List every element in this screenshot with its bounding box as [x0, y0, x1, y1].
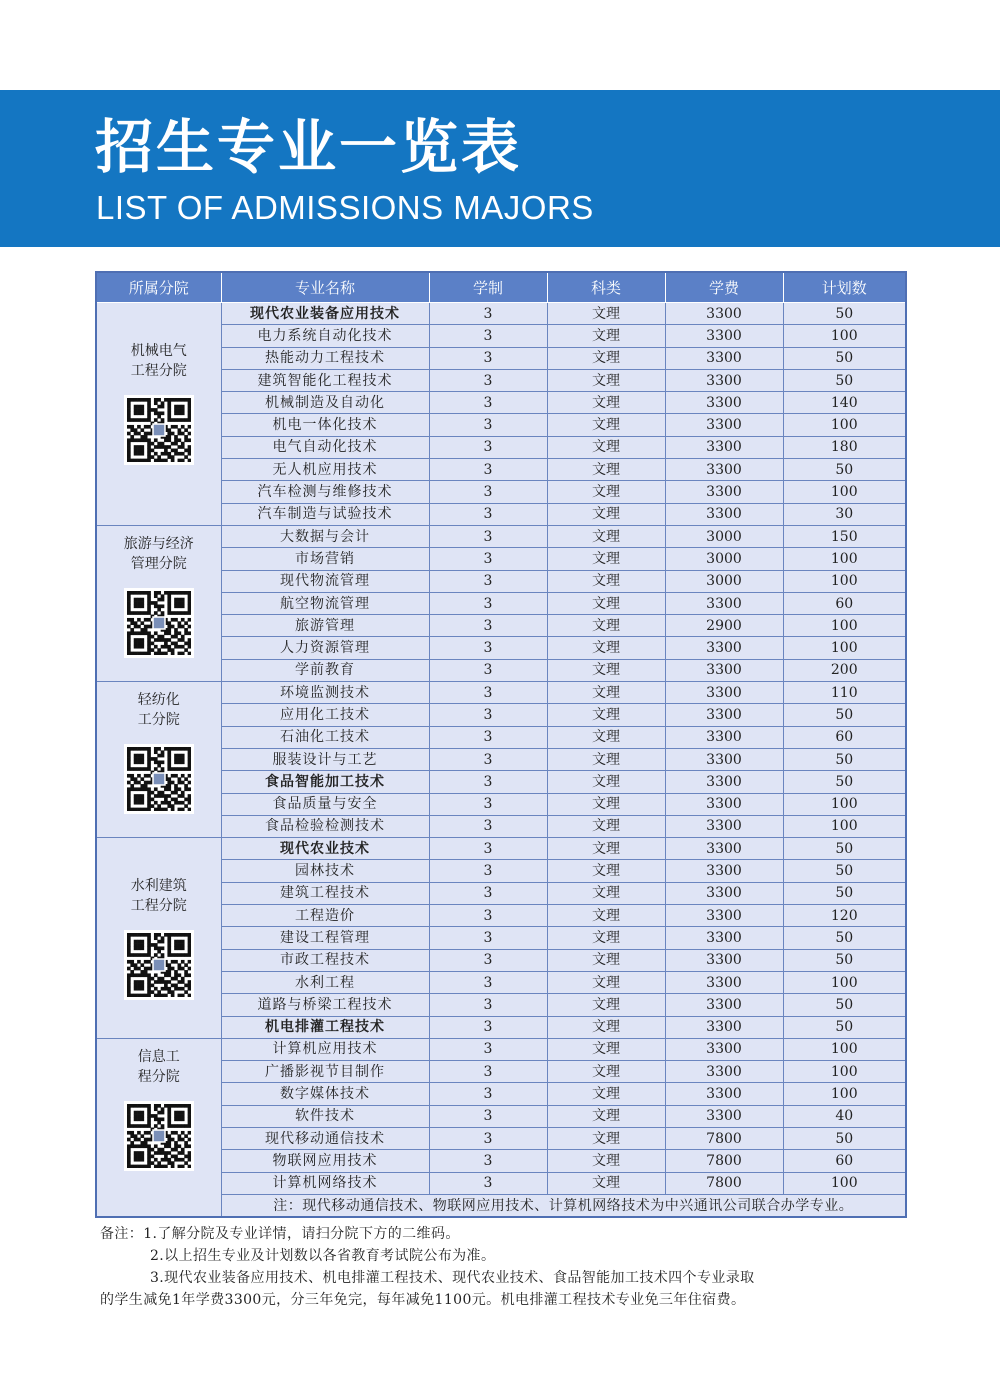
years-cell: 3: [429, 1061, 547, 1083]
major-name-cell: 石油化工技术: [221, 726, 429, 748]
major-name-cell: 服装设计与工艺: [221, 748, 429, 770]
years-cell: 3: [429, 1083, 547, 1105]
years-cell: 3: [429, 592, 547, 614]
years-cell: 3: [429, 459, 547, 481]
category-cell: 文理: [547, 682, 665, 704]
years-cell: 3: [429, 994, 547, 1016]
years-cell: 3: [429, 503, 547, 525]
plan-cell: 150: [783, 525, 906, 547]
plan-cell: 50: [783, 838, 906, 860]
fee-cell: 3300: [665, 459, 783, 481]
years-cell: 3: [429, 1038, 547, 1060]
fee-cell: 3300: [665, 882, 783, 904]
column-header-years: 学制: [429, 272, 547, 303]
fee-cell: 3300: [665, 771, 783, 793]
department-name: 管理分院: [130, 555, 187, 572]
category-cell: 文理: [547, 771, 665, 793]
department-name: 旅游与经济: [123, 535, 194, 552]
fee-cell: 3300: [665, 637, 783, 659]
plan-cell: 120: [783, 905, 906, 927]
fee-cell: 3300: [665, 347, 783, 369]
major-name-cell: 市场营销: [221, 548, 429, 570]
years-cell: 3: [429, 726, 547, 748]
department-name: 轻纺化: [137, 692, 180, 709]
fee-cell: 3300: [665, 860, 783, 882]
fee-cell: 3000: [665, 548, 783, 570]
major-name-cell: 汽车制造与试验技术: [221, 503, 429, 525]
plan-cell: 100: [783, 1061, 906, 1083]
table-row: [96, 682, 906, 704]
category-cell: 文理: [547, 1061, 665, 1083]
major-name-cell: 广播影视节目制作: [221, 1061, 429, 1083]
fee-cell: 3300: [665, 1061, 783, 1083]
plan-cell: 100: [783, 570, 906, 592]
years-cell: 3: [429, 1172, 547, 1194]
plan-cell: 100: [783, 1038, 906, 1060]
fee-cell: 3300: [665, 748, 783, 770]
department-name: 工程分院: [130, 898, 187, 915]
major-name-cell: 工程造价: [221, 905, 429, 927]
major-name-cell: 现代农业技术: [221, 838, 429, 860]
fee-cell: 3300: [665, 971, 783, 993]
plan-cell: 50: [783, 860, 906, 882]
major-name-cell: 道路与桥梁工程技术: [221, 994, 429, 1016]
category-cell: 文理: [547, 347, 665, 369]
plan-cell: 50: [783, 369, 906, 391]
years-cell: 3: [429, 771, 547, 793]
years-cell: 3: [429, 347, 547, 369]
category-cell: 文理: [547, 971, 665, 993]
years-cell: 3: [429, 704, 547, 726]
category-cell: 文理: [547, 637, 665, 659]
fee-cell: 3300: [665, 793, 783, 815]
fee-cell: 3000: [665, 570, 783, 592]
major-name-cell: 人力资源管理: [221, 637, 429, 659]
fee-cell: 3300: [665, 815, 783, 837]
department-name: 信息工: [137, 1048, 180, 1065]
department-name: 机械电气: [130, 343, 187, 359]
fee-cell: 3300: [665, 838, 783, 860]
major-name-cell: 软件技术: [221, 1105, 429, 1127]
fee-cell: 3300: [665, 905, 783, 927]
fee-cell: 3300: [665, 436, 783, 458]
table-row: [96, 303, 906, 325]
plan-cell: 60: [783, 726, 906, 748]
department-name: 工程分院: [130, 363, 187, 379]
fee-cell: 7800: [665, 1127, 783, 1149]
major-name-cell: 现代移动通信技术: [221, 1127, 429, 1149]
category-cell: 文理: [547, 615, 665, 637]
years-cell: 3: [429, 815, 547, 837]
plan-cell: 60: [783, 592, 906, 614]
table-row: [96, 525, 906, 547]
fee-cell: 3300: [665, 592, 783, 614]
category-cell: 文理: [547, 1172, 665, 1194]
plan-cell: 100: [783, 971, 906, 993]
page-subtitle: LIST OF ADMISSIONS MAJORS: [96, 189, 594, 226]
qr-code-icon[interactable]: [124, 395, 194, 465]
plan-cell: 50: [783, 347, 906, 369]
major-name-cell: 园林技术: [221, 860, 429, 882]
fee-cell: 3300: [665, 994, 783, 1016]
plan-cell: 100: [783, 1172, 906, 1194]
major-name-cell: 航空物流管理: [221, 592, 429, 614]
major-name-cell: 物联网应用技术: [221, 1150, 429, 1172]
category-cell: 文理: [547, 860, 665, 882]
remark-line: 备注：1.了解分院及专业详情，请扫分院下方的二维码。: [100, 1226, 460, 1242]
years-cell: 3: [429, 1016, 547, 1038]
plan-cell: 50: [783, 459, 906, 481]
category-cell: 文理: [547, 436, 665, 458]
major-name-cell: 机电一体化技术: [221, 414, 429, 436]
department-name: 工分院: [137, 712, 180, 729]
plan-cell: 40: [783, 1105, 906, 1127]
title-banner: [0, 90, 1000, 247]
qr-code-icon[interactable]: [124, 1101, 194, 1171]
column-header-major: 专业名称: [221, 272, 429, 303]
column-header-category: 科类: [547, 272, 665, 303]
plan-cell: 50: [783, 882, 906, 904]
fee-cell: 3300: [665, 726, 783, 748]
major-name-cell: 建筑智能化工程技术: [221, 369, 429, 391]
category-cell: 文理: [547, 726, 665, 748]
category-cell: 文理: [547, 548, 665, 570]
years-cell: 3: [429, 525, 547, 547]
category-cell: 文理: [547, 325, 665, 347]
category-cell: 文理: [547, 882, 665, 904]
plan-cell: 100: [783, 548, 906, 570]
category-cell: 文理: [547, 570, 665, 592]
plan-cell: 100: [783, 615, 906, 637]
years-cell: 3: [429, 325, 547, 347]
category-cell: 文理: [547, 503, 665, 525]
category-cell: 文理: [547, 905, 665, 927]
fee-cell: 3300: [665, 659, 783, 681]
plan-cell: 100: [783, 325, 906, 347]
plan-cell: 50: [783, 994, 906, 1016]
plan-cell: 140: [783, 392, 906, 414]
fee-cell: 3300: [665, 392, 783, 414]
category-cell: 文理: [547, 704, 665, 726]
fee-cell: 3300: [665, 1038, 783, 1060]
department-cell: [96, 303, 221, 526]
category-cell: 文理: [547, 369, 665, 391]
department-cell: [96, 838, 221, 1039]
fee-cell: 3300: [665, 1105, 783, 1127]
major-name-cell: 应用化工技术: [221, 704, 429, 726]
qr-code-icon[interactable]: [124, 930, 194, 1000]
major-name-cell: 电气自动化技术: [221, 436, 429, 458]
years-cell: 3: [429, 615, 547, 637]
years-cell: 3: [429, 905, 547, 927]
department-cell: [96, 525, 221, 681]
column-header-plan: 计划数: [783, 272, 906, 303]
department-name: 水利建筑: [130, 878, 187, 895]
years-cell: 3: [429, 369, 547, 391]
plan-cell: 100: [783, 637, 906, 659]
plan-cell: 100: [783, 793, 906, 815]
fee-cell: 3300: [665, 949, 783, 971]
plan-cell: 50: [783, 927, 906, 949]
years-cell: 3: [429, 882, 547, 904]
years-cell: 3: [429, 971, 547, 993]
years-cell: 3: [429, 927, 547, 949]
table-note: 注：现代移动通信技术、物联网应用技术、计算机网络技术为中兴通讯公司联合办学专业。: [221, 1194, 906, 1217]
plan-cell: 60: [783, 1150, 906, 1172]
years-cell: 3: [429, 414, 547, 436]
fee-cell: 3300: [665, 1083, 783, 1105]
major-name-cell: 食品智能加工技术: [221, 771, 429, 793]
plan-cell: 110: [783, 682, 906, 704]
fee-cell: 3000: [665, 525, 783, 547]
plan-cell: 200: [783, 659, 906, 681]
table-header-row: [96, 272, 906, 303]
years-cell: 3: [429, 436, 547, 458]
category-cell: 文理: [547, 949, 665, 971]
fee-cell: 7800: [665, 1172, 783, 1194]
plan-cell: 50: [783, 303, 906, 325]
years-cell: 3: [429, 481, 547, 503]
page-title: 招生专业一览表: [95, 113, 523, 181]
years-cell: 3: [429, 1127, 547, 1149]
major-name-cell: 大数据与会计: [221, 525, 429, 547]
major-name-cell: 机械制造及自动化: [221, 392, 429, 414]
years-cell: 3: [429, 659, 547, 681]
fee-cell: 3300: [665, 303, 783, 325]
remarks: [100, 1223, 910, 1311]
major-name-cell: 建设工程管理: [221, 927, 429, 949]
plan-cell: 50: [783, 748, 906, 770]
major-name-cell: 学前教育: [221, 659, 429, 681]
department-cell: [96, 682, 221, 838]
major-name-cell: 数字媒体技术: [221, 1083, 429, 1105]
years-cell: 3: [429, 1105, 547, 1127]
years-cell: 3: [429, 1150, 547, 1172]
years-cell: 3: [429, 860, 547, 882]
major-name-cell: 现代物流管理: [221, 570, 429, 592]
column-header-fee: 学费: [665, 272, 783, 303]
department-cell: [96, 1038, 221, 1217]
category-cell: 文理: [547, 994, 665, 1016]
major-name-cell: 汽车检测与维修技术: [221, 481, 429, 503]
plan-cell: 180: [783, 436, 906, 458]
major-name-cell: 热能动力工程技术: [221, 347, 429, 369]
major-name-cell: 环境监测技术: [221, 682, 429, 704]
years-cell: 3: [429, 838, 547, 860]
plan-cell: 100: [783, 815, 906, 837]
years-cell: 3: [429, 748, 547, 770]
fee-cell: 3300: [665, 369, 783, 391]
category-cell: 文理: [547, 1105, 665, 1127]
major-name-cell: 旅游管理: [221, 615, 429, 637]
category-cell: 文理: [547, 392, 665, 414]
table-row: [96, 838, 906, 860]
plan-cell: 30: [783, 503, 906, 525]
category-cell: 文理: [547, 481, 665, 503]
plan-cell: 100: [783, 1083, 906, 1105]
major-name-cell: 机电排灌工程技术: [221, 1016, 429, 1038]
major-name-cell: 无人机应用技术: [221, 459, 429, 481]
plan-cell: 100: [783, 481, 906, 503]
major-name-cell: 食品质量与安全: [221, 793, 429, 815]
major-name-cell: 现代农业装备应用技术: [221, 303, 429, 325]
remark-line: 2.以上招生专业及计划数以各省教育考试院公布为准。: [150, 1248, 496, 1264]
major-name-cell: 市政工程技术: [221, 949, 429, 971]
category-cell: 文理: [547, 459, 665, 481]
major-name-cell: 水利工程: [221, 971, 429, 993]
years-cell: 3: [429, 392, 547, 414]
category-cell: 文理: [547, 793, 665, 815]
major-name-cell: 计算机网络技术: [221, 1172, 429, 1194]
remark-line: 的学生减免1年学费3300元，分三年免完，每年减免1100元。机电排灌工程技术专业免三年住宿费。: [100, 1292, 746, 1308]
years-cell: 3: [429, 637, 547, 659]
major-name-cell: 电力系统自动化技术: [221, 325, 429, 347]
category-cell: 文理: [547, 1016, 665, 1038]
category-cell: 文理: [547, 815, 665, 837]
category-cell: 文理: [547, 414, 665, 436]
fee-cell: 3300: [665, 1016, 783, 1038]
plan-cell: 100: [783, 414, 906, 436]
years-cell: 3: [429, 949, 547, 971]
category-cell: 文理: [547, 1150, 665, 1172]
category-cell: 文理: [547, 303, 665, 325]
qr-code-icon[interactable]: [124, 744, 194, 814]
category-cell: 文理: [547, 927, 665, 949]
category-cell: 文理: [547, 838, 665, 860]
fee-cell: 3300: [665, 704, 783, 726]
remark-line: 3.现代农业装备应用技术、机电排灌工程技术、现代农业技术、食品智能加工技术四个专业录取: [150, 1270, 755, 1286]
fee-cell: 3300: [665, 481, 783, 503]
majors-table: [95, 271, 907, 1218]
fee-cell: 3300: [665, 414, 783, 436]
category-cell: 文理: [547, 748, 665, 770]
column-header-department: 所属分院: [96, 272, 221, 303]
table-body: [96, 303, 906, 1218]
major-name-cell: 食品检验检测技术: [221, 815, 429, 837]
fee-cell: 3300: [665, 503, 783, 525]
qr-code-icon[interactable]: [124, 588, 194, 658]
plan-cell: 50: [783, 1127, 906, 1149]
years-cell: 3: [429, 570, 547, 592]
years-cell: 3: [429, 548, 547, 570]
major-name-cell: 计算机应用技术: [221, 1038, 429, 1060]
fee-cell: 3300: [665, 325, 783, 347]
plan-cell: 50: [783, 949, 906, 971]
major-name-cell: 建筑工程技术: [221, 882, 429, 904]
plan-cell: 50: [783, 1016, 906, 1038]
category-cell: 文理: [547, 592, 665, 614]
category-cell: 文理: [547, 659, 665, 681]
category-cell: 文理: [547, 1038, 665, 1060]
fee-cell: 2900: [665, 615, 783, 637]
table-row: [96, 1038, 906, 1060]
category-cell: 文理: [547, 1083, 665, 1105]
plan-cell: 50: [783, 771, 906, 793]
fee-cell: 7800: [665, 1150, 783, 1172]
years-cell: 3: [429, 793, 547, 815]
category-cell: 文理: [547, 1127, 665, 1149]
years-cell: 3: [429, 682, 547, 704]
fee-cell: 3300: [665, 682, 783, 704]
fee-cell: 3300: [665, 927, 783, 949]
category-cell: 文理: [547, 525, 665, 547]
years-cell: 3: [429, 303, 547, 325]
plan-cell: 50: [783, 704, 906, 726]
department-name: 程分院: [137, 1068, 180, 1085]
